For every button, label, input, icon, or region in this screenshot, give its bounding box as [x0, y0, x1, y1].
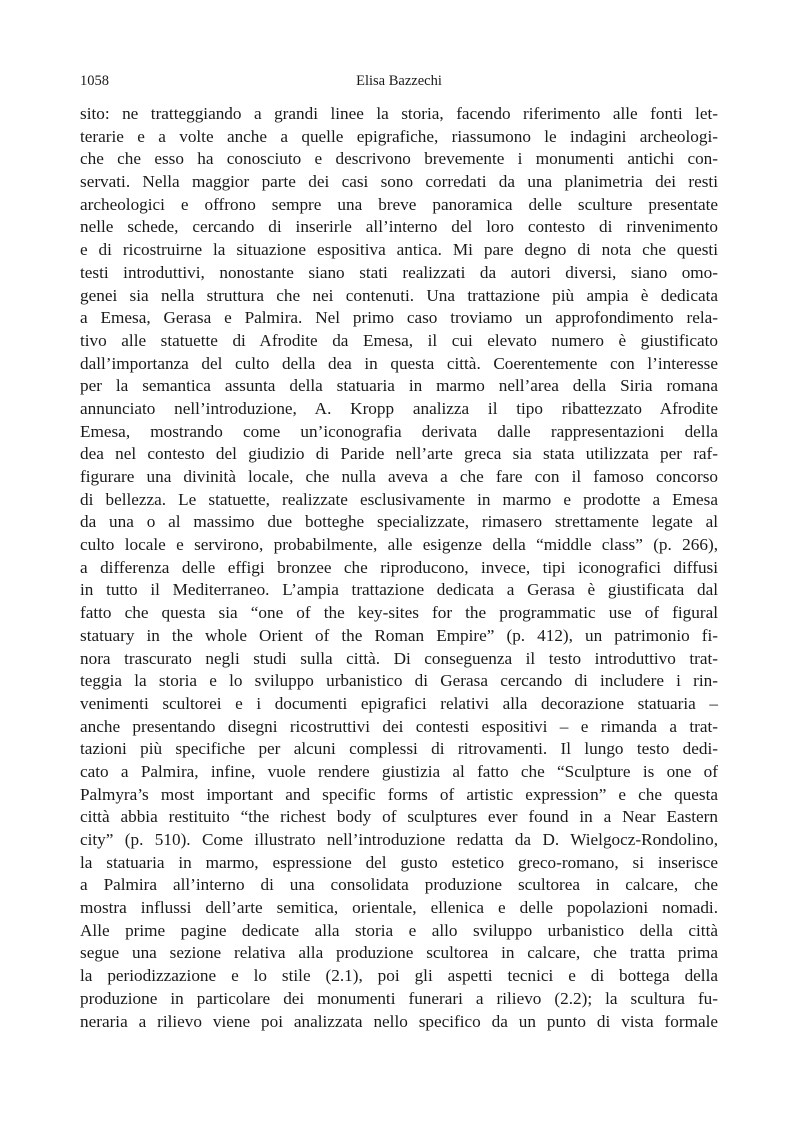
text-line: figurare una divinità locale, che nulla aveva a che fare con il famoso concorso — [80, 467, 718, 486]
text-line: annunciato nell’introduzione, A. Kropp analizza il tipo ribattezzato Afrodite — [80, 398, 718, 418]
text-line: produzione in particolare dei monumenti funerari a rilievo (2.2); la scultura fu- — [80, 988, 718, 1008]
text-line: genei sia nella struttura che nei contenuti. Una trattazione più ampia è dedicata — [80, 285, 718, 305]
text-line: segue una sezione relativa alla produzione scultorea in calcare, che tratta prima — [80, 943, 718, 963]
text-line: a differenza delle effigi bronzee che riproducono, invece, tipi iconografici diffusi — [80, 557, 718, 577]
text-line: mostra influssi dell’arte semitica, orientale, ellenica e delle popolazioni nomadi. — [80, 898, 718, 918]
text-line: city” (p. 510). Come illustrato nell’introduzione redatta da D. Wielgocz-Rondolino, — [80, 830, 718, 849]
text-line: teggia la storia e lo sviluppo urbanistico di Gerasa cercando di includere i rin- — [80, 671, 718, 691]
text-line: la periodizzazione e lo stile (2.1), poi gli aspetti tecnici e di bottega della — [80, 966, 718, 986]
text-line: in tutto il Mediterraneo. L’ampia trattazione dedicata a Gerasa è giustificata dal — [80, 580, 718, 600]
text-line: la statuaria in marmo, espressione del gusto estetico greco-romano, si inserisce — [80, 852, 718, 872]
text-line: culto locale e servirono, probabilmente, alle esigenze della “middle class” (p. 266), — [80, 535, 718, 555]
text-line: dea nel contesto del giudizio di Paride nell’arte greca sia stata utilizzata per raf- — [80, 444, 718, 464]
text-line: servati. Nella maggior parte dei casi sono corredati da una planimetria dei resti — [80, 172, 718, 192]
text-line: che che esso ha conosciuto e descrivono brevemente i monumenti antichi con- — [80, 149, 718, 169]
text-line: Alle prime pagine dedicate alla storia e allo sviluppo urbanistico della città — [80, 920, 718, 940]
text-line: Emesa, mostrando come un’iconografia derivata dalle rappresentazioni della — [80, 421, 718, 441]
text-line: neraria a rilievo viene poi analizzata nello specifico da un punto di vista formale — [80, 1011, 718, 1031]
body-text — [80, 103, 718, 1033]
text-line: terarie e a volte anche a quelle epigrafiche, riassumono le indagini archeologi- — [80, 126, 718, 146]
text-line: per la semantica assunta della statuaria in marmo nell’area della Siria romana — [80, 376, 718, 396]
text-line: fatto che questa sia “one of the key-sites for the programmatic use of figural — [80, 603, 718, 623]
text-line: sito: ne tratteggiando a grandi linee la storia, facendo riferimento alle fonti let- — [80, 104, 718, 123]
text-line: dall’importanza del culto della dea in questa città. Coerentemente con l’interesse — [80, 353, 718, 373]
text-line: testi introduttivi, nonostante siano stati realizzati da autori diversi, siano omo- — [80, 262, 718, 282]
text-line: a Emesa, Gerasa e Palmira. Nel primo caso troviamo un approfondimento rela- — [80, 308, 718, 328]
text-line: nora trascurato negli studi sulla città. Di conseguenza il testo introduttivo trat- — [80, 648, 718, 668]
text-line: da una o al massimo due botteghe specializzate, rimasero strettamente legate al — [80, 512, 718, 532]
text-line: statuary in the whole Orient of the Roman Empire” (p. 412), un patrimonio fi- — [80, 625, 718, 645]
text-line: venimenti scultorei e i documenti epigrafici relativi alla decorazione statuaria – — [80, 693, 718, 713]
running-header — [80, 73, 718, 93]
text-line: Palmyra’s most important and specific forms of artistic expression” e che questa — [80, 784, 718, 804]
running-head-author: Elisa Bazzechi — [356, 73, 442, 89]
text-line: tivo alle statuette di Afrodite da Emesa, il cui elevato numero è giustificato — [80, 330, 718, 350]
text-line: archeologici e offrono sempre una breve panoramica delle sculture presentate — [80, 194, 718, 214]
text-line: e di ricostruirne la situazione espositiva antica. Mi pare degno di nota che questi — [80, 240, 718, 260]
text-line: cato a Palmira, infine, vuole rendere giustizia al fatto che “Sculpture is one of — [80, 761, 718, 781]
text-line: a Palmira all’interno di una consolidata produzione scultorea in calcare, che — [80, 875, 718, 895]
page-number: 1058 — [80, 73, 109, 89]
text-line: di bellezza. Le statuette, realizzate esclusivamente in marmo e prodotte a Emesa — [80, 489, 718, 509]
text-line: nelle schede, cercando di inserirle all’interno del loro contesto di rinvenimento — [80, 217, 718, 237]
text-line: tazioni più specifiche per alcuni complessi di ritrovamenti. Il lungo testo dedi- — [80, 739, 718, 759]
text-line: anche presentando disegni ricostruttivi dei contesti espositivi – e rimanda a trat- — [80, 716, 718, 736]
text-line: città abbia restituito “the richest body of sculptures ever found in a Near Eastern — [80, 807, 718, 827]
